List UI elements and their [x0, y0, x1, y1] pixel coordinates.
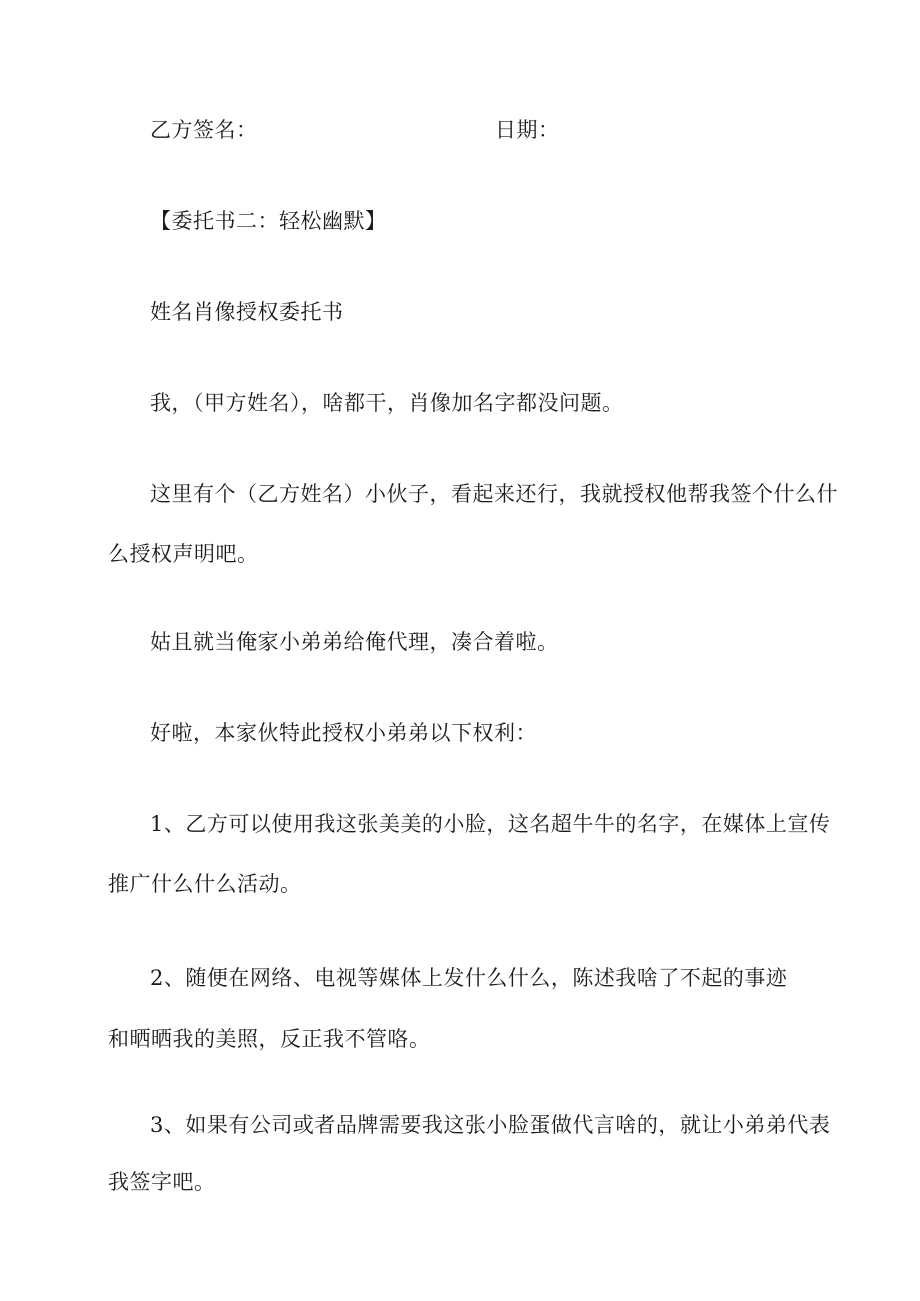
paragraph-2-line-1: 这里有个（乙方姓名）小伙子，看起来还行，我就授权他帮我签个什么什 — [150, 482, 838, 506]
date-label: 日期： — [495, 118, 560, 142]
list-item-1-line-2: 推广什么什么活动。 — [108, 872, 302, 896]
list-item-2-line-1: 2、随便在网络、电视等媒体上发什么什么，陈述我啥了不起的事迹 — [150, 966, 788, 990]
paragraph-1: 我，（甲方姓名），啥都干，肖像加名字都没问题。 — [150, 391, 624, 415]
paragraph-3: 姑且就当俺家小弟弟给俺代理，凑合着啦。 — [150, 630, 559, 654]
paragraph-2-line-2: 么授权声明吧。 — [108, 542, 259, 566]
list-item-3-line-2: 我签字吧。 — [108, 1170, 216, 1194]
section-heading: 【委托书二：轻松幽默】 — [150, 209, 387, 233]
document-title: 姓名肖像授权委托书 — [150, 300, 344, 324]
party-b-signature-label: 乙方签名： — [150, 118, 258, 142]
paragraph-4: 好啦，本家伙特此授权小弟弟以下权利： — [150, 721, 537, 745]
list-item-2-line-2: 和晒晒我的美照，反正我不管咯。 — [108, 1027, 431, 1051]
list-item-3-line-1: 3、如果有公司或者品牌需要我这张小脸蛋做代言啥的，就让小弟弟代表 — [150, 1113, 831, 1137]
list-item-1-line-1: 1、乙方可以使用我这张美美的小脸，这名超牛牛的名字，在媒体上宣传 — [150, 812, 831, 836]
